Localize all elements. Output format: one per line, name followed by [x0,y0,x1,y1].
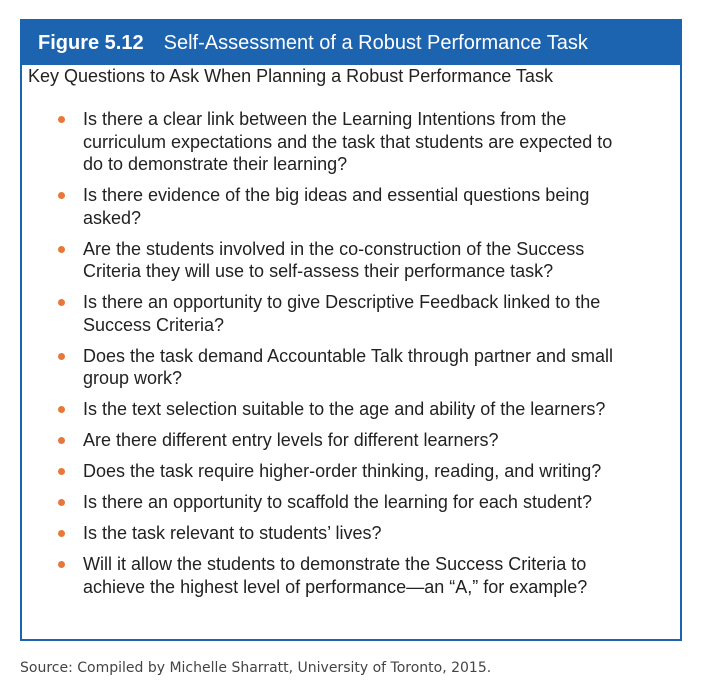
question-text: Are there different entry levels for different learners? [83,430,499,450]
question-item [58,522,633,545]
bullet-icon [58,437,65,444]
figure-title: Self-Assessment of a Robust Performance Task [163,31,588,54]
question-text: Is there evidence of the big ideas and essential questions being asked? [83,185,590,228]
bullet-icon [58,246,65,253]
question-text: Are the students involved in the co-construction of the Success Criteria they will use to self-assess their performance task? [83,238,585,281]
bullet-icon [58,192,65,199]
bullet-icon [58,468,65,475]
question-item [58,429,633,452]
bullet-icon [58,406,65,413]
bullet-icon [58,299,65,306]
question-text: Is the task relevant to students’ lives? [83,523,382,543]
question-item [58,491,633,514]
bullet-icon [58,353,65,360]
question-item [58,345,633,390]
key-question-heading: Key Questions to Ask When Planning a Robust Performance Task [28,66,553,86]
question-item [58,184,633,229]
question-item [58,108,633,176]
question-list [58,108,633,607]
question-item [58,291,633,336]
bullet-icon [58,530,65,537]
question-item [58,460,633,483]
figure-header [22,21,680,65]
question-text: Is there an opportunity to give Descriptive Feedback linked to the Success Criteria? [83,292,601,335]
question-text: Does the task require higher-order thinking, reading, and writing? [83,461,602,481]
source-line: Source: Compiled by Michelle Sharratt, University of Toronto, 2015. [20,660,492,676]
question-text: Is the text selection suitable to the age and ability of the learners? [83,399,606,419]
question-text: Will it allow the students to demonstrate the Success Criteria to achieve the highest level of performance—an “A,” for example? [83,554,588,597]
question-text: Does the task demand Accountable Talk through partner and small group work? [83,345,613,388]
question-item [58,398,633,421]
question-item [58,553,633,598]
question-item [58,238,633,283]
question-text: Is there a clear link between the Learning Intentions from the curriculum expectations and the task that students are expected to do to demonstrate their learning? [83,109,613,174]
figure-number: Figure 5.12 [38,31,144,54]
question-text: Is there an opportunity to scaffold the learning for each student? [83,492,593,512]
bullet-icon [58,499,65,506]
bullet-icon [58,561,65,568]
bullet-icon [58,116,65,123]
